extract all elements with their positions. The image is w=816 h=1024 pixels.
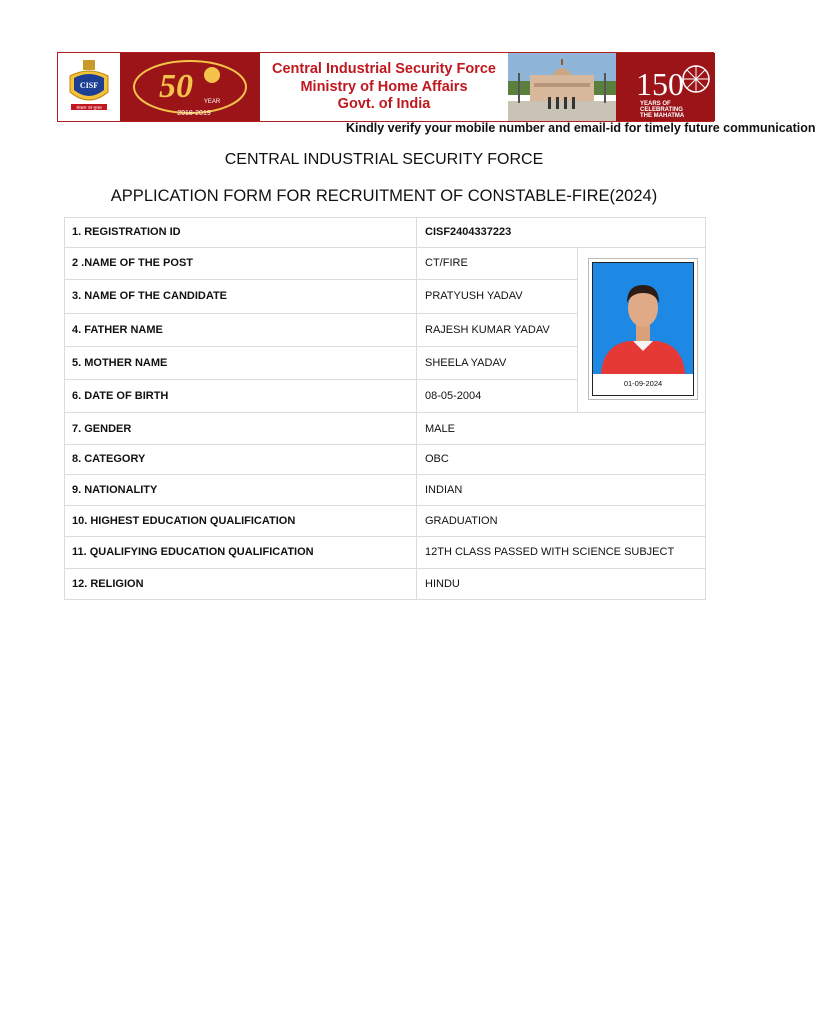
- svg-text:50: 50: [159, 68, 193, 105]
- table-row: [64, 569, 706, 600]
- parliament-building-image: [508, 53, 616, 121]
- candidate-photo: [593, 263, 693, 374]
- cisf-emblem: [58, 53, 120, 121]
- field-label: 1. REGISTRATION ID: [72, 226, 181, 238]
- table-row: [64, 248, 578, 280]
- table-row: [64, 314, 578, 347]
- field-label: 4. FATHER NAME: [72, 324, 163, 336]
- field-label: 6. DATE OF BIRTH: [72, 390, 169, 402]
- field-label: 9. NATIONALITY: [72, 484, 158, 496]
- banner-titles: [260, 53, 508, 121]
- svg-text:CISF: CISF: [79, 81, 99, 90]
- banner-ministry: Ministry of Home Affairs: [300, 78, 468, 95]
- field-label: 10. HIGHEST EDUCATION QUALIFICATION: [72, 515, 296, 527]
- field-label: 8. CATEGORY: [72, 453, 146, 465]
- table-row: [64, 537, 706, 569]
- table-row: [64, 445, 706, 475]
- table-row: [64, 506, 706, 537]
- page-heading: CENTRAL INDUSTRIAL SECURITY FORCE: [224, 151, 544, 168]
- field-value: CT/FIRE: [425, 257, 468, 269]
- cisf-emblem-icon: [64, 58, 114, 116]
- field-label: 11. QUALIFYING EDUCATION QUALIFICATION: [72, 546, 314, 558]
- svg-text:संरक्षण एवं सुरक्षा: संरक्षण एवं सुरक्षा: [76, 105, 102, 110]
- field-label: 3. NAME OF THE CANDIDATE: [72, 290, 228, 302]
- table-row: [64, 280, 578, 314]
- banner-govt: Govt. of India: [337, 96, 431, 112]
- field-value: HINDU: [425, 578, 460, 590]
- svg-text:150: 150: [636, 66, 684, 102]
- field-value: GRADUATION: [425, 515, 498, 527]
- field-value: 08-05-2004: [425, 390, 482, 402]
- table-row: [64, 347, 578, 380]
- svg-text:CELEBRATING: CELEBRATING: [640, 107, 683, 113]
- svg-text:THE MAHATMA: THE MAHATMA: [640, 113, 685, 119]
- fifty-year-logo: [120, 53, 260, 121]
- svg-text:YEARS OF: YEARS OF: [640, 101, 671, 107]
- field-value: MALE: [425, 423, 455, 435]
- form-title: APPLICATION FORM FOR RECRUITMENT OF CONSTABLE-FIRE(2024): [110, 187, 658, 205]
- svg-text:2018-2019: 2018-2019: [177, 110, 211, 117]
- application-form-table: [64, 217, 706, 600]
- field-label: 12. RELIGION: [72, 578, 144, 590]
- field-value: 12TH CLASS PASSED WITH SCIENCE SUBJECT: [425, 546, 675, 558]
- field-value: SHEELA YADAV: [425, 357, 507, 369]
- photo-date: 01-09-2024: [623, 379, 663, 388]
- field-label: 2 .NAME OF THE POST: [72, 257, 194, 269]
- table-row: [64, 475, 706, 506]
- table-row: [64, 217, 706, 248]
- header-banner: [57, 52, 714, 122]
- field-label: 5. MOTHER NAME: [72, 357, 168, 369]
- gandhi-150-logo: [616, 53, 715, 121]
- banner-org-name: Central Industrial Security Force: [271, 61, 496, 77]
- verification-notice-text: Kindly verify your mobile number and email-id for timely future communication: [346, 121, 816, 135]
- registration-id-value: CISF2404337223: [425, 226, 512, 238]
- field-value: PRATYUSH YADAV: [425, 290, 523, 302]
- field-value: OBC: [425, 453, 449, 465]
- field-value: INDIAN: [425, 484, 463, 496]
- field-value: RAJESH KUMAR YADAV: [425, 324, 550, 336]
- candidate-photo-cell: [578, 248, 705, 412]
- svg-text:YEAR: YEAR: [203, 99, 221, 105]
- field-label: 7. GENDER: [72, 423, 132, 435]
- table-row: [64, 413, 706, 445]
- verification-notice-marquee: [57, 121, 816, 135]
